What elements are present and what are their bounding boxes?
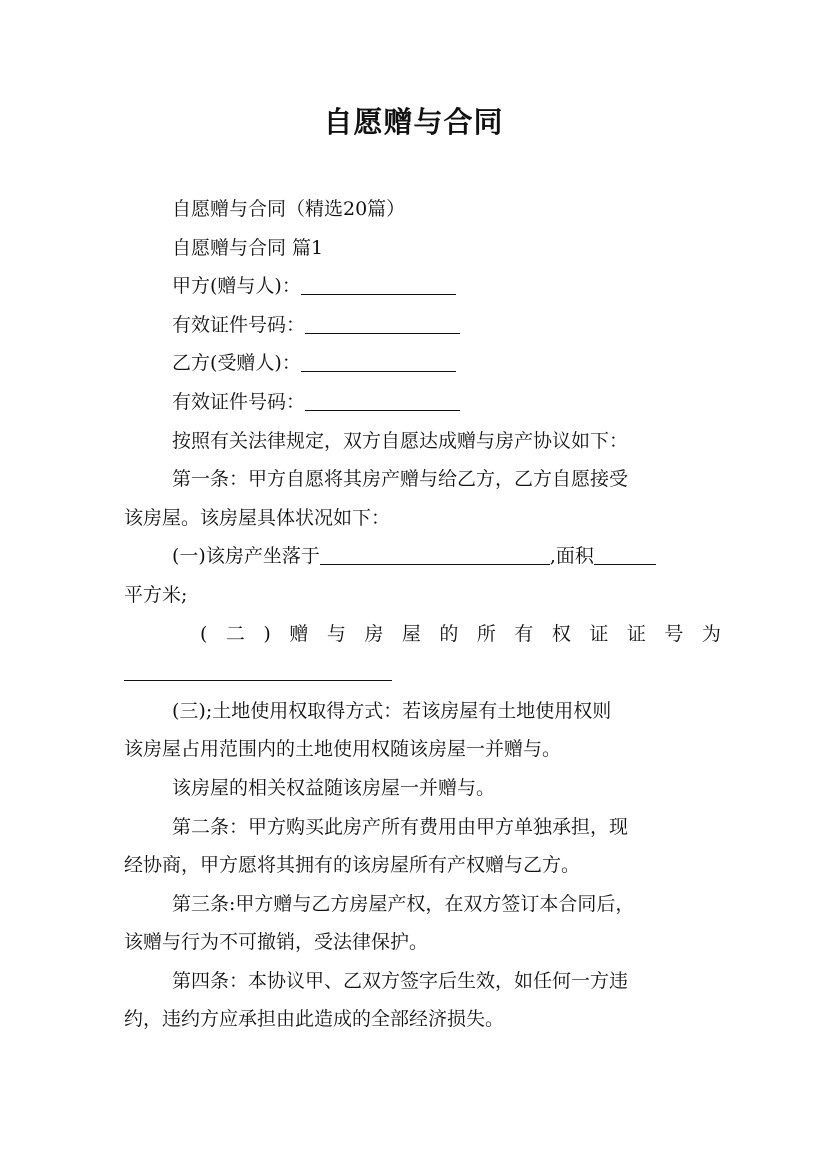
certificate-number-blank: [124, 660, 392, 681]
clause-2-line-1: 第二条：甲方购买此房产所有费用由甲方单独承担，现: [172, 815, 629, 838]
party-b-blank: [301, 351, 456, 372]
clause-3-line-2: 该赠与行为不可撤销，受法律保护。: [124, 931, 429, 954]
clause-2-line-2: 经协商，甲方愿将其拥有的该房屋所有产权赠与乙方。: [124, 854, 581, 877]
party-b-label: 乙方(受赠人)：: [172, 352, 301, 375]
item-1-line-1: [124, 537, 702, 576]
item-1-area-label: ,面积: [549, 545, 594, 568]
party-a-label: 甲方(赠与人)：: [172, 275, 301, 298]
clause-3-line-1: 第三条:甲方赠与乙方房屋产权，在双方签订本合同后，: [172, 892, 635, 915]
location-blank: [320, 544, 550, 565]
party-a-blank: [301, 274, 456, 295]
item-2-line: (二)赠与房屋的所有权证证号为: [200, 622, 740, 645]
clause-4-line-1: 第四条：本协议甲、乙双方签字后生效，如任何一方违: [172, 969, 629, 992]
clause-4-line-2: 约，违约方应承担由此造成的全部经济损失。: [124, 1008, 505, 1031]
document-title: 自愿赠与合同: [323, 105, 504, 139]
item-3-line-2: 该房屋占用范围内的土地使用权随该房屋一并赠与。: [124, 738, 562, 761]
rights-line: 该房屋的相关权益随该房屋一并赠与。: [172, 776, 496, 799]
subtitle-line: 自愿赠与合同（精选20篇）: [172, 198, 406, 220]
item-1-prefix: (一)该房产坐落于: [172, 545, 320, 568]
document-body: [124, 190, 740, 1039]
item-1-unit: 平方米;: [124, 583, 188, 606]
article-heading: 自愿赠与合同 篇1: [172, 236, 324, 259]
party-a-id-label: 有效证件号码：: [172, 313, 306, 336]
clause-1-line-1: 第一条：甲方自愿将其房产赠与给乙方，乙方自愿接受: [172, 468, 629, 491]
party-b-id-line: [124, 383, 702, 422]
party-a-id-line: [124, 306, 702, 345]
party-b-id-label: 有效证件号码：: [172, 390, 306, 413]
party-b-id-blank: [305, 390, 460, 411]
intro-line: 按照有关法律规定，双方自愿达成赠与房产协议如下：: [172, 429, 629, 452]
party-a-line: [124, 267, 702, 306]
item-3-line-1: (三);土地使用权取得方式：若该房屋有土地使用权则: [172, 699, 612, 722]
clause-1-line-2: 该房屋。该房屋具体状况如下：: [124, 506, 391, 529]
party-b-line: [124, 344, 702, 383]
item-2-blank-line: [124, 653, 702, 692]
party-a-id-blank: [305, 313, 460, 334]
area-blank: [594, 544, 656, 565]
